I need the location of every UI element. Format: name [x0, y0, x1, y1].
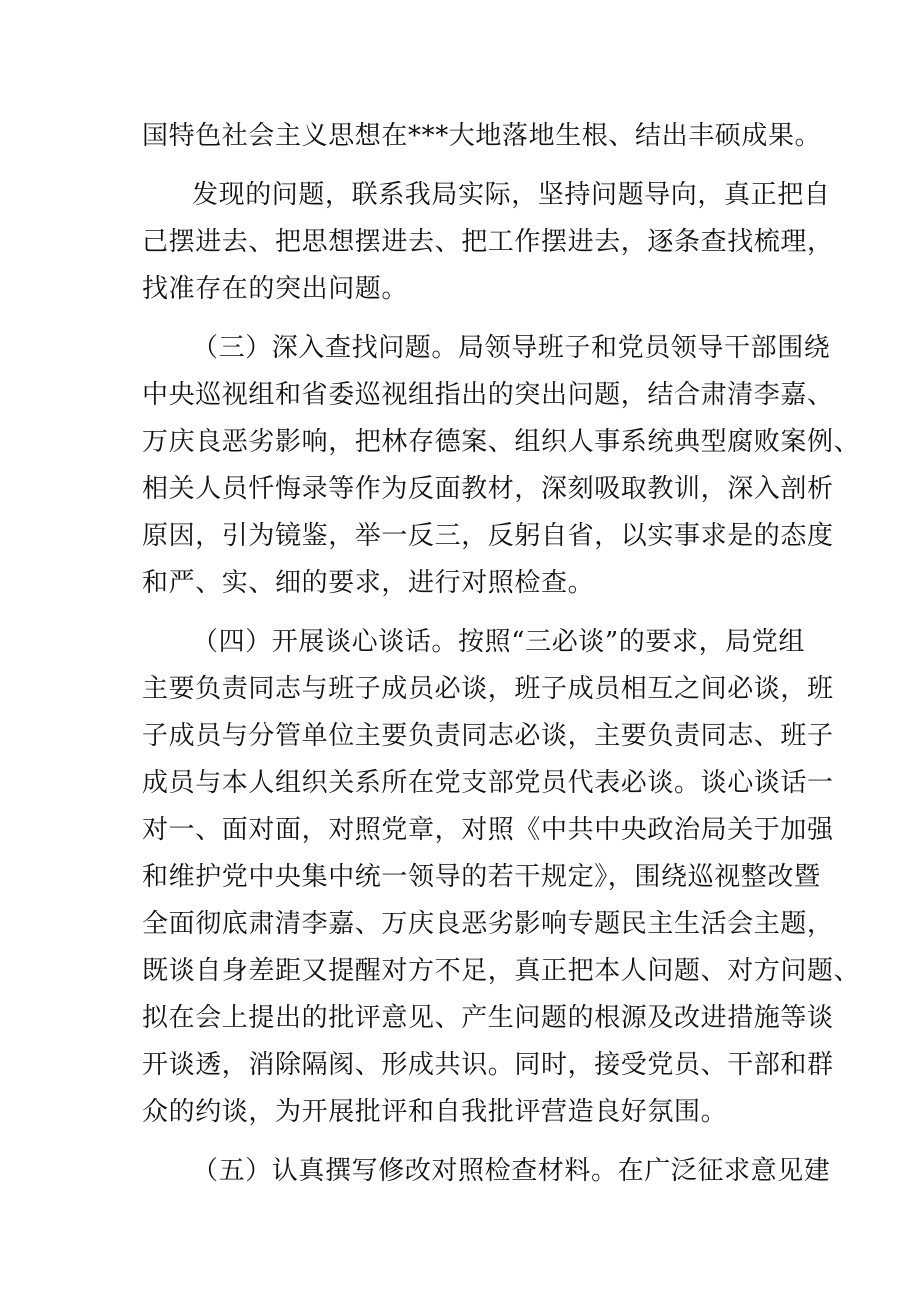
text-line: 成员与本人组织关系所在党支部党员代表必谈。谈心谈话一: [142, 768, 834, 798]
text-line: 全面彻底肃清李嘉、万庆良恶劣影响专题民主生活会主题，: [142, 909, 834, 939]
text-line: 和严、实、细的要求，进行对照检查。: [142, 568, 595, 598]
text-line: 众的约谈，为开展批评和自我批评营造良好氛围。: [142, 1097, 728, 1127]
document-body: [142, 113, 861, 1195]
text-line: 对一、面对面，对照党章，对照《中共中央政治局关于加强: [142, 815, 834, 845]
text-line: 找准存在的突出问题。: [142, 274, 409, 304]
text-line: （三）深入查找问题。局领导班子和党员领导干部围绕: [192, 333, 831, 363]
text-line: 发现的问题，联系我局实际，坚持问题导向，真正把自: [192, 180, 831, 210]
text-line: 国特色社会主义思想在***大地落地生根、结出丰硕成果。: [142, 121, 822, 151]
text-line: 既谈自身差距又提醒对方不足，真正把本人问题、对方问题、: [142, 956, 861, 986]
text-line: 相关人员忏悔录等作为反面教材，深刻吸取教训，深入剖析: [142, 474, 834, 504]
text-line: 开谈透，消除隔阂、形成共识。同时，接受党员、干部和群: [142, 1050, 834, 1080]
text-line: 子成员与分管单位主要负责同志必谈，主要负责同志、班子: [142, 721, 834, 751]
text-line: （五）认真撰写修改对照检查材料。在广泛征求意见建: [192, 1156, 831, 1186]
text-line: （四）开展谈心谈话。按照“三必谈”的要求，局党组: [192, 627, 805, 657]
text-line: 中央巡视组和省委巡视组指出的突出问题，结合肃清李嘉、: [142, 380, 834, 410]
text-line: 拟在会上提出的批评意见、产生问题的根源及改进措施等谈: [142, 1003, 834, 1033]
text-line: 己摆进去、把思想摆进去、把工作摆进去，逐条查找梳理，: [142, 227, 834, 257]
text-line: 和维护党中央集中统一领导的若干规定》，围绕巡视整改暨: [142, 862, 821, 892]
text-line: 万庆良恶劣影响，把林存德案、组织人事系统典型腐败案例、: [142, 427, 861, 457]
text-line: 主要负责同志与班子成员必谈，班子成员相互之间必谈，班: [142, 674, 834, 704]
text-line: 原因，引为镜鉴，举一反三，反躬自省，以实事求是的态度: [142, 521, 834, 551]
